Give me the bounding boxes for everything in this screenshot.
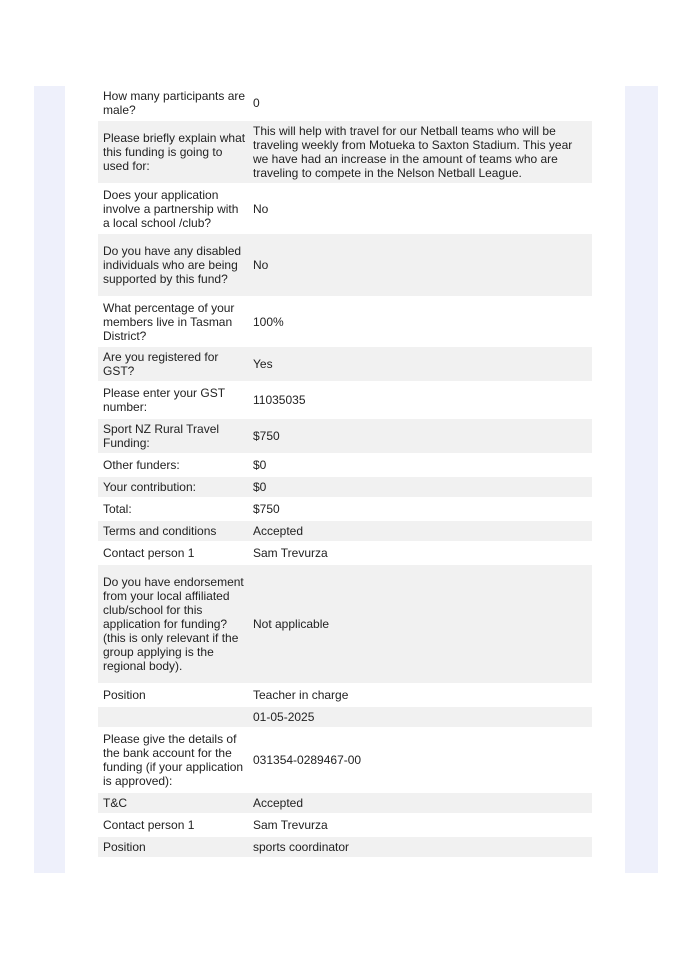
field-value: Sam Trevurza: [248, 543, 592, 563]
table-row: [98, 521, 592, 541]
field-label: Please give the details of the bank account for the funding (if your application is approved):: [98, 729, 248, 791]
table-row: [98, 793, 592, 813]
field-value: 11035035: [248, 383, 592, 417]
table-row: [98, 685, 592, 705]
field-label: Please briefly explain what this funding is going to used for:: [98, 121, 248, 183]
table-row: [98, 383, 592, 417]
field-label: T&C: [98, 793, 248, 813]
field-value: 100%: [248, 298, 592, 345]
table-row: [98, 86, 592, 119]
table-row: [98, 477, 592, 497]
field-label: Do you have endorsement from your local affiliated club/school for this application for funding? (this is only relevant if the group applying is the regional body).: [98, 565, 248, 683]
table-row: [98, 543, 592, 563]
field-value: sports coordinator: [248, 837, 592, 857]
field-value: Teacher in charge: [248, 685, 592, 705]
table-row: [98, 837, 592, 857]
table-row: [98, 707, 592, 727]
table-row: [98, 121, 592, 183]
field-value: This will help with travel for our Netball teams who will be traveling weekly from Motueka to Saxton Stadium. This year we have had an increase in the amount of teams who are traveling to compete in the Nelson Netball League.: [248, 121, 592, 183]
field-value: No: [248, 234, 592, 296]
field-value: 0: [248, 86, 592, 119]
table-row: [98, 234, 592, 296]
table-row: [98, 729, 592, 791]
field-value: Not applicable: [248, 565, 592, 683]
table-row: [98, 499, 592, 519]
field-label: [98, 707, 248, 727]
field-label: What percentage of your members live in Tasman District?: [98, 298, 248, 345]
field-value: $750: [248, 419, 592, 453]
field-label: Are you registered for GST?: [98, 347, 248, 381]
field-label: Contact person 1: [98, 815, 248, 835]
field-value: Accepted: [248, 793, 592, 813]
field-label: Sport NZ Rural Travel Funding:: [98, 419, 248, 453]
field-value: Yes: [248, 347, 592, 381]
field-label: Position: [98, 685, 248, 705]
field-label: Total:: [98, 499, 248, 519]
field-label: Your contribution:: [98, 477, 248, 497]
table-row: [98, 347, 592, 381]
table-row: [98, 298, 592, 345]
field-value: $0: [248, 477, 592, 497]
field-label: Other funders:: [98, 455, 248, 475]
field-label: Terms and conditions: [98, 521, 248, 541]
field-value: 01-05-2025: [248, 707, 592, 727]
table-row: [98, 565, 592, 683]
field-value: $750: [248, 499, 592, 519]
table-row: [98, 455, 592, 475]
table-row: [98, 185, 592, 232]
field-label: How many participants are male?: [98, 86, 248, 119]
field-value: $0: [248, 455, 592, 475]
field-value: 031354-0289467-00: [248, 729, 592, 791]
field-label: Does your application involve a partnership with a local school /club?: [98, 185, 248, 232]
table-row: [98, 815, 592, 835]
table-row: [98, 419, 592, 453]
field-label: Contact person 1: [98, 543, 248, 563]
field-label: Please enter your GST number:: [98, 383, 248, 417]
field-value: Sam Trevurza: [248, 815, 592, 835]
application-details-table: [98, 84, 592, 859]
field-label: Do you have any disabled individuals who are being supported by this fund?: [98, 234, 248, 296]
field-value: Accepted: [248, 521, 592, 541]
field-label: Position: [98, 837, 248, 857]
field-value: No: [248, 185, 592, 232]
